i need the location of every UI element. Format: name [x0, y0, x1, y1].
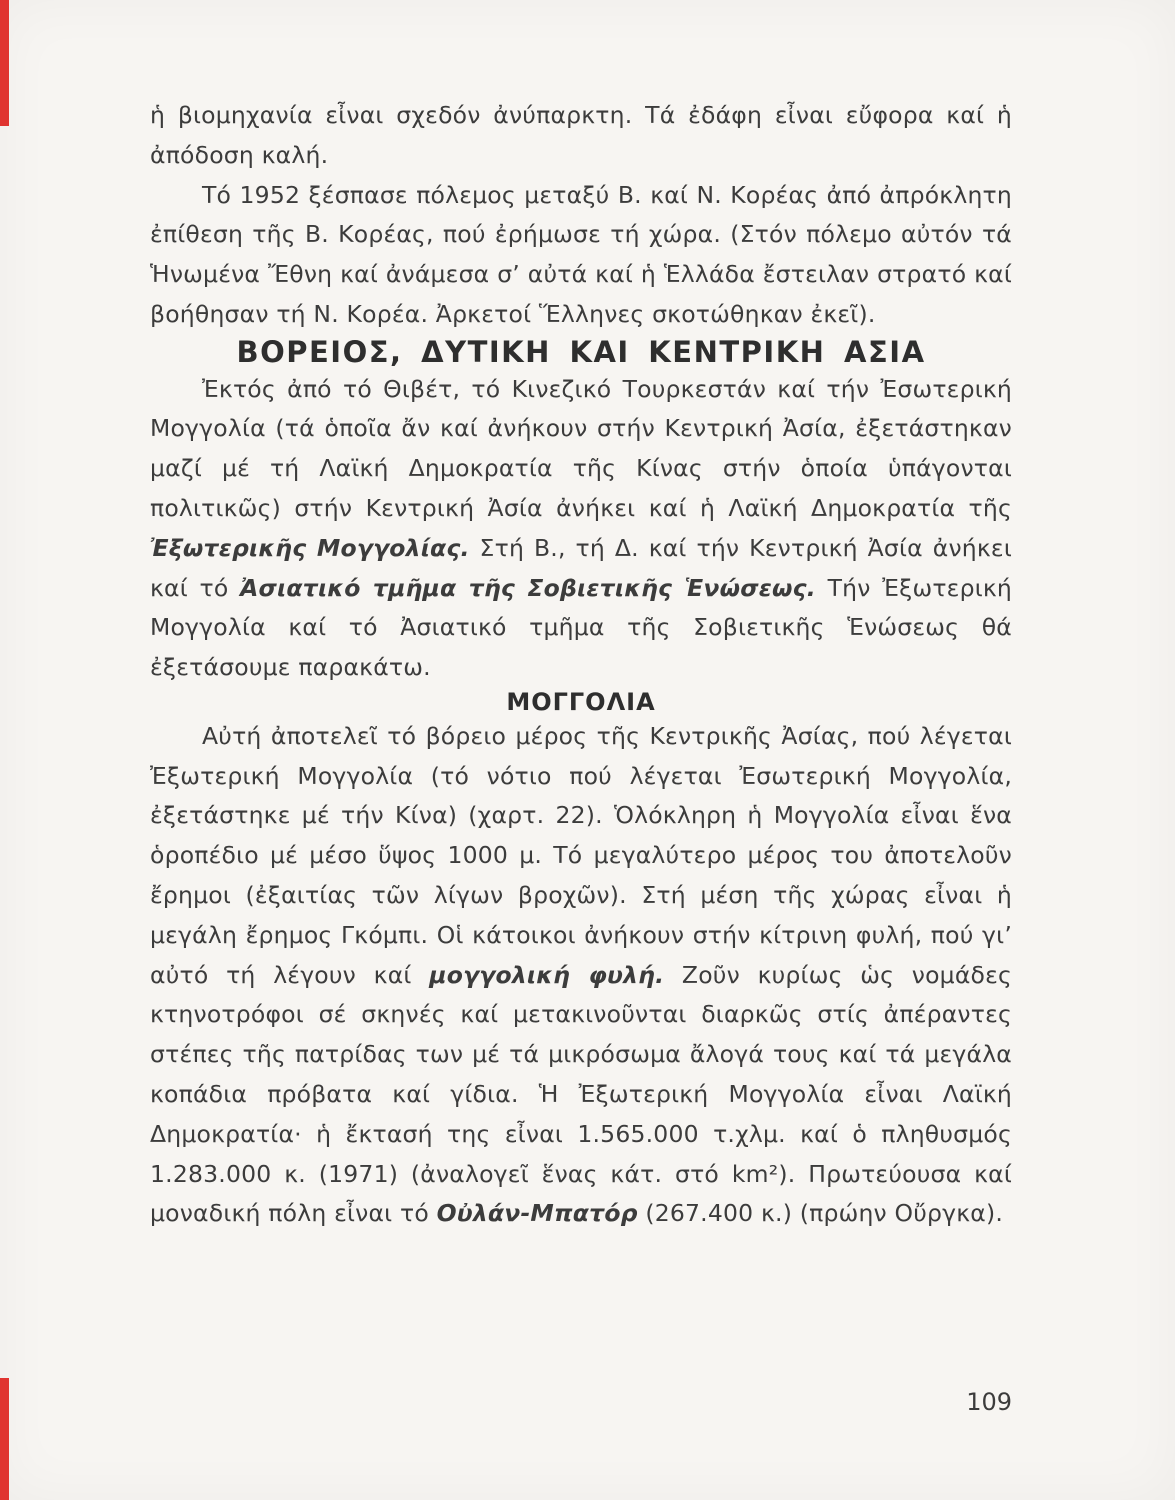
section-heading-mongolia: ΜΟΓΓΟΛΙΑ — [506, 687, 656, 716]
text-run: Στή Β., τή Δ. καί τήν Κεντρική Ἀσία ἀνήκει καί τό — [150, 533, 1012, 602]
text-run: Ζοῦν κυρίως ὡς νομάδες κτηνοτρόφοι σέ σκηνές καί μετακινοῦνται διαρκῶς στίς ἀπέραντες στέπες τῆς πατρίδας των μέ τά μικρόσωμα ἄλογά τους καί τά μεγάλα κοπάδια πρόβατα καί γίδια. Ἡ Ἐξωτερική Μογγολία εἶναι Λαϊκή Δημοκρατία· ἡ ἔκτασή της εἶναι 1.565.000 τ.χλμ. καί ὁ πληθυσμός 1.283.000 κ. (1971) (ἀναλογεῖ ἕνας κάτ. στό km²). Πρωτεύουσα καί μοναδική πόλη εἶναι τό — [150, 960, 1012, 1228]
red-edge-mark-bottom — [0, 1378, 9, 1500]
page-number: 109 — [966, 1388, 1012, 1416]
text-run: (267.400 κ.) (πρώην Οὔργκα). — [637, 1199, 1004, 1228]
emphasis-mongolian-race: μογγολική φυλή. — [429, 960, 665, 989]
paragraph-korea-war: Τό 1952 ξέσπασε πόλεμος μεταξύ Β. καί Ν. Κορέας ἀπό ἀπρόκλητη ἐπίθεση τῆς Β. Κορέας, πού ἐρήμωσε τή χώρα. (Στόν πόλεμο αὐτόν τά Ἡνωμένα Ἔθνη καί ἀνάμεσα σ’ αὐτά καί ἡ Ἑλλάδα ἔστειλαν στρατό καί βοήθησαν τή Ν. Κορέα. Ἀρκετοί Ἕλληνες σκοτώθηκαν ἐκεῖ). — [150, 180, 1012, 328]
paragraph-asia-overview — [150, 370, 1012, 688]
page-content — [150, 96, 1012, 1234]
paragraph-mongolia — [150, 717, 1012, 1234]
paragraph-industry-continuation: ἡ βιομηχανία εἶναι σχεδόν ἀνύπαρκτη. Τά ἐδάφη εἶναι εὔφορα καί ἡ ἀπόδοση καλή. — [150, 101, 1012, 169]
red-edge-mark-top — [0, 0, 9, 126]
section-heading-north-west-central-asia: ΒΟΡΕΙΟΣ, ΔΥΤΙΚΗ ΚΑΙ ΚΕΝΤΡΙΚΗ ΑΣΙΑ — [236, 334, 926, 369]
emphasis-asiatic-part-soviet-union: Ἀσιατικό τμῆμα τῆς Σοβιετικῆς Ἑνώσεως. — [240, 573, 816, 602]
text-run: Ἐκτός ἀπό τό Θιβέτ, τό Κινεζικό Τουρκεστάν καί τήν Ἐσωτερική Μογγολία (τά ὁποῖα ἄν καί ἀνήκουν στήν Κεντρική Ἀσία, ἐξετάστηκαν μαζί μέ τή Λαϊκή Δημοκρατία τῆς Κίνας στήν ὁποία ὑπάγονται πολιτικῶς) στήν Κεντρική Ἀσία ἀνήκει καί ἡ Λαϊκή Δημοκρατία τῆς — [150, 374, 1012, 522]
emphasis-outer-mongolia: Ἐξωτερικῆς Μογγολίας. — [150, 533, 470, 562]
text-run: Αὐτή ἀποτελεῖ τό βόρειο μέρος τῆς Κεντρικῆς Ἀσίας, πού λέγεται Ἐξωτερική Μογγολία (τό νότιο πού λέγεται Ἐσωτερική Μογγολία, ἐξετάστηκε μέ τήν Κίνα) (χαρτ. 22). Ὁλόκληρη ἡ Μογγολία εἶναι ἕνα ὁροπέδιο μέ μέσο ὕψος 1000 μ. Τό μεγαλύτερο μέρος του ἀποτελοῦν ἔρημοι (ἐξαιτίας τῶν λίγων βροχῶν). Στή μέση τῆς χώρας εἶναι ἡ μεγάλη ἔρημος Γκόμπι. Οἱ κάτοικοι ἀνήκουν στήν κίτρινη φυλή, πού γι’ αὐτό τή λέγουν καί — [150, 721, 1012, 989]
emphasis-ulan-bator: Οὐλάν-Μπατόρ — [436, 1199, 638, 1228]
text-run: Τήν Ἐξωτερική Μογγολία καί τό Ἀσιατικό τμῆμα τῆς Σοβιετικῆς Ἑνώσεως θά ἐξετάσουμε παρακάτω. — [150, 573, 1012, 682]
